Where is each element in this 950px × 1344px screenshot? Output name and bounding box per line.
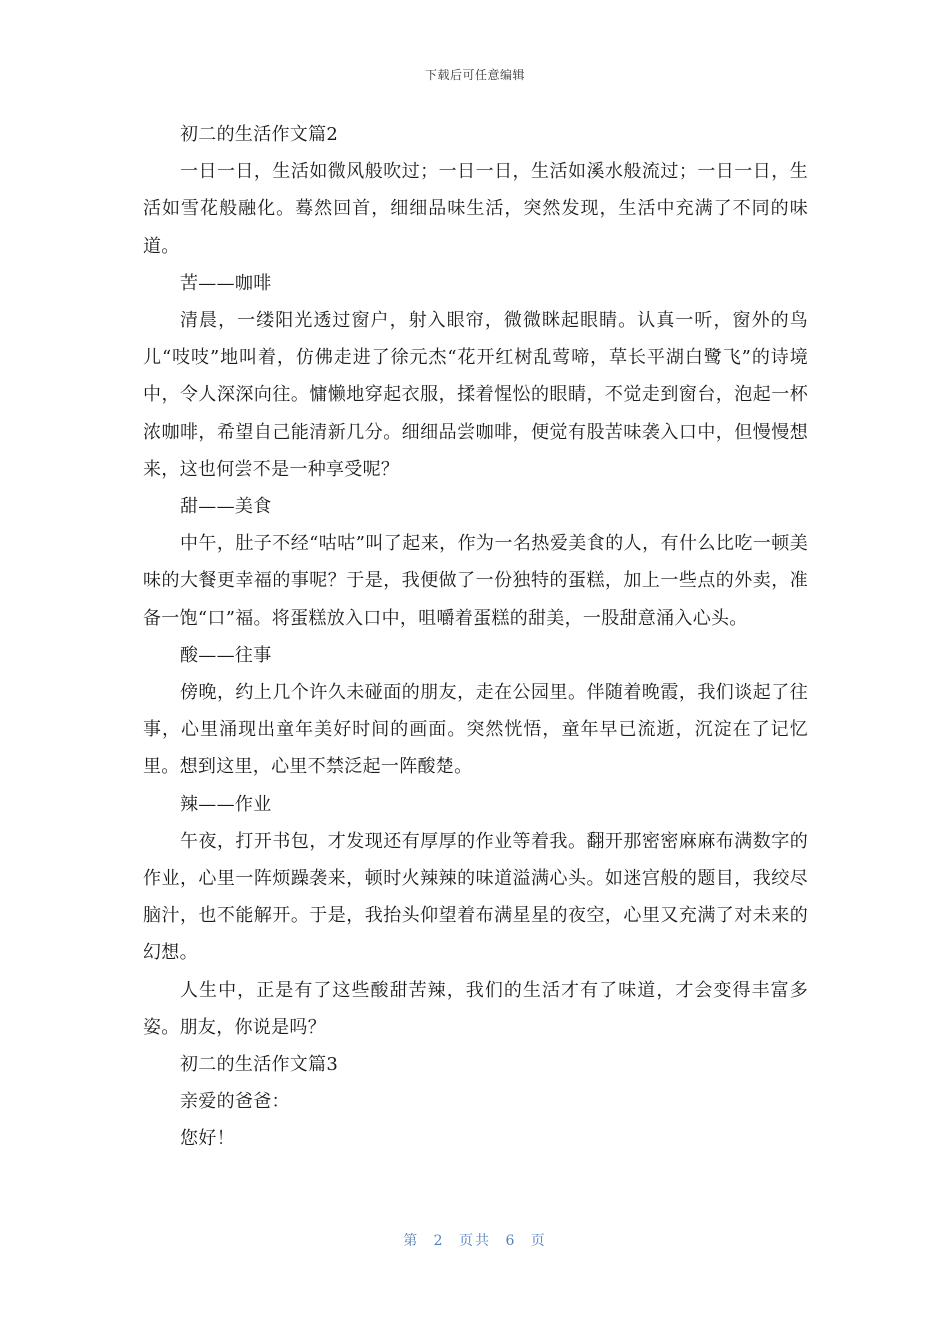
article-title: 初二的生活作文篇2 <box>180 124 339 145</box>
paragraph: 一日一日，生活如微风般吹过；一日一日，生活如溪水般流过；一日一日，生活如雪花般融化。蓦然回首，细细品味生活，突然发现，生活中充满了不同的味道。 <box>143 161 808 257</box>
paragraph: 傍晚，约上几个许久未碰面的朋友，走在公园里。伴随着晚霞，我们谈起了往事，心里涌现出童年美好时间的画面。突然恍悟，童年早已流逝，沉淀在了记忆里。想到这里，心里不禁泛起一阵酸楚。 <box>143 682 808 778</box>
paragraph: 午夜，打开书包，才发现还有厚厚的作业等着我。翻开那密密麻麻布满数字的作业，心里一阵烦躁袭来，顿时火辣辣的味道溢满心头。如迷宫般的题目，我绞尽脑汁，也不能解开。于是，我抬头仰望着布满星星的夜空，心里又充满了对未来的幻想。 <box>143 830 808 964</box>
letter-greeting: 您好！ <box>180 1128 235 1150</box>
letter-salutation: 亲爱的爸爸： <box>180 1091 290 1113</box>
section-heading: 酸——往事 <box>180 644 272 666</box>
paragraph: 人生中，正是有了这些酸甜苦辣，我们的生活才有了味道，才会变得丰富多姿。朋友，你说是吗？ <box>143 979 808 1038</box>
page-header: 下载后可任意编辑 <box>424 68 525 82</box>
article-title: 初二的生活作文篇3 <box>180 1054 339 1076</box>
paragraph: 中午，肚子不经“咕咕”叫了起来，作为一名热爱美食的人，有什么比吃一顿美味的大餐更幸福的事呢？于是，我便做了一份独特的蛋糕，加上一些点的外卖，准备一饱“口”福。将蛋糕放入口中，咀嚼着蛋糕的甜美，一股甜意涌入心头。 <box>143 533 808 629</box>
document-body <box>143 116 808 1158</box>
section-heading: 甜——美食 <box>180 496 272 518</box>
section-heading: 苦——咖啡 <box>180 272 272 294</box>
page-number-footer: 第 2 页共 6 页 <box>403 1233 547 1249</box>
section-heading: 辣——作业 <box>180 793 272 815</box>
paragraph: 清晨，一缕阳光透过窗户，射入眼帘，微微眯起眼睛。认真一听，窗外的鸟儿“吱吱”地叫着，仿佛走进了徐元杰“花开红树乱莺啼，草长平湖白鹭飞”的诗境中，令人深深向往。慵懒地穿起衣服，揉着惺忪的眼睛，不觉走到窗台，泡起一杯浓咖啡，希望自己能清新几分。细细品尝咖啡，便觉有股苦味袭入口中，但慢慢想来，这也何尝不是一种享受呢？ <box>143 310 808 480</box>
